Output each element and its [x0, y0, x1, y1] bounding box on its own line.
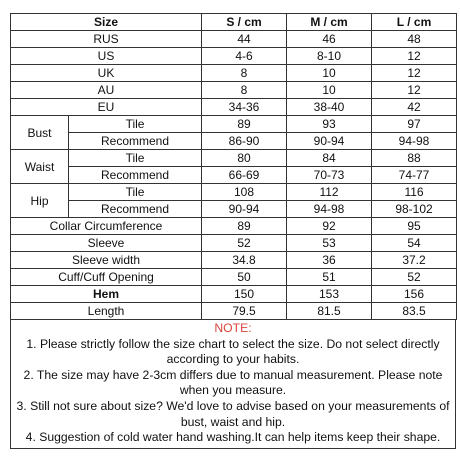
table-row — [11, 303, 457, 320]
row-label: Tile — [69, 150, 202, 167]
cell-m: 8-10 — [287, 48, 372, 65]
cell-l: 83.5 — [372, 303, 457, 320]
cell-m: 51 — [287, 269, 372, 286]
table-row — [11, 150, 457, 167]
group-label-waist: Waist — [11, 150, 69, 184]
table-row — [11, 286, 457, 303]
cell-l: 116 — [372, 184, 457, 201]
row-label: Hem — [11, 286, 202, 303]
cell-m: 38-40 — [287, 99, 372, 116]
cell-s: 66-69 — [202, 167, 287, 184]
table-row — [11, 167, 457, 184]
header-row — [11, 14, 457, 31]
cell-m: 84 — [287, 150, 372, 167]
cell-l: 97 — [372, 116, 457, 133]
cell-m: 94-98 — [287, 201, 372, 218]
cell-m: 81.5 — [287, 303, 372, 320]
table-row — [11, 201, 457, 218]
cell-l: 12 — [372, 82, 457, 99]
m-header: M / cm — [287, 14, 372, 31]
note-line: when you measure. — [179, 383, 287, 398]
table-row — [11, 99, 457, 116]
note-line: 3. Still not sure about size? We'd love to advise based on your measurements of — [16, 398, 450, 413]
cell-l: 95 — [372, 218, 457, 235]
cell-l: 54 — [372, 235, 457, 252]
cell-s: 8 — [202, 82, 287, 99]
size-header: Size — [11, 14, 202, 31]
cell-m: 153 — [287, 286, 372, 303]
row-label: EU — [11, 99, 202, 116]
cell-m: 90-94 — [287, 133, 372, 150]
cell-l: 37.2 — [372, 252, 457, 269]
table-row — [11, 235, 457, 252]
cell-l: 88 — [372, 150, 457, 167]
cell-s: 50 — [202, 269, 287, 286]
cell-s: 89 — [202, 218, 287, 235]
row-label: Tile — [69, 184, 202, 201]
size-chart — [10, 13, 456, 449]
cell-m: 92 — [287, 218, 372, 235]
cell-l: 48 — [372, 31, 457, 48]
cell-l: 156 — [372, 286, 457, 303]
row-label: RUS — [11, 31, 202, 48]
cell-s: 4-6 — [202, 48, 287, 65]
cell-s: 44 — [202, 31, 287, 48]
cell-m: 46 — [287, 31, 372, 48]
row-label: Recommend — [69, 201, 202, 218]
cell-s: 150 — [202, 286, 287, 303]
table-row — [11, 31, 457, 48]
table-row — [11, 116, 457, 133]
group-label-hip: Hip — [11, 184, 69, 218]
row-label: Tile — [69, 116, 202, 133]
cell-s: 108 — [202, 184, 287, 201]
cell-l: 42 — [372, 99, 457, 116]
cell-l: 98-102 — [372, 201, 457, 218]
cell-l: 12 — [372, 65, 457, 82]
cell-s: 34-36 — [202, 99, 287, 116]
note-line: 2. The size may have 2-3cm differs due to manual measurement. Please note — [23, 367, 443, 382]
cell-m: 70-73 — [287, 167, 372, 184]
size-table — [10, 13, 457, 320]
l-header: L / cm — [372, 14, 457, 31]
row-label: UK — [11, 65, 202, 82]
group-label-bust: Bust — [11, 116, 69, 150]
notes-section — [10, 320, 456, 449]
table-row — [11, 133, 457, 150]
cell-s: 52 — [202, 235, 287, 252]
row-label: AU — [11, 82, 202, 99]
cell-m: 53 — [287, 235, 372, 252]
note-line: 1. Please strictly follow the size chart to select the size. Do not select directly — [26, 336, 440, 351]
cell-m: 36 — [287, 252, 372, 269]
cell-l: 52 — [372, 269, 457, 286]
row-label: Sleeve width — [11, 252, 202, 269]
cell-m: 93 — [287, 116, 372, 133]
cell-m: 10 — [287, 82, 372, 99]
cell-m: 112 — [287, 184, 372, 201]
row-label: Collar Circumference — [11, 218, 202, 235]
row-label: US — [11, 48, 202, 65]
table-row — [11, 269, 457, 286]
cell-s: 8 — [202, 65, 287, 82]
table-row — [11, 82, 457, 99]
table-row — [11, 252, 457, 269]
table-row — [11, 184, 457, 201]
cell-l: 74-77 — [372, 167, 457, 184]
row-label: Recommend — [69, 167, 202, 184]
row-label: Sleeve — [11, 235, 202, 252]
cell-s: 80 — [202, 150, 287, 167]
note-title: NOTE: — [214, 321, 252, 335]
s-header: S / cm — [202, 14, 287, 31]
cell-m: 10 — [287, 65, 372, 82]
cell-l: 94-98 — [372, 133, 457, 150]
cell-l: 12 — [372, 48, 457, 65]
cell-s: 90-94 — [202, 201, 287, 218]
row-label: Cuff/Cuff Opening — [11, 269, 202, 286]
cell-s: 79.5 — [202, 303, 287, 320]
note-line: bust, waist and hip. — [180, 414, 286, 429]
cell-s: 86-90 — [202, 133, 287, 150]
table-row — [11, 218, 457, 235]
table-row — [11, 48, 457, 65]
row-label: Length — [11, 303, 202, 320]
table-row — [11, 65, 457, 82]
note-line: according to your habits. — [166, 352, 300, 367]
cell-s: 89 — [202, 116, 287, 133]
row-label: Recommend — [69, 133, 202, 150]
note-line: 4. Suggestion of cold water hand washing.It can help items keep their shape. — [25, 430, 441, 445]
cell-s: 34.8 — [202, 252, 287, 269]
